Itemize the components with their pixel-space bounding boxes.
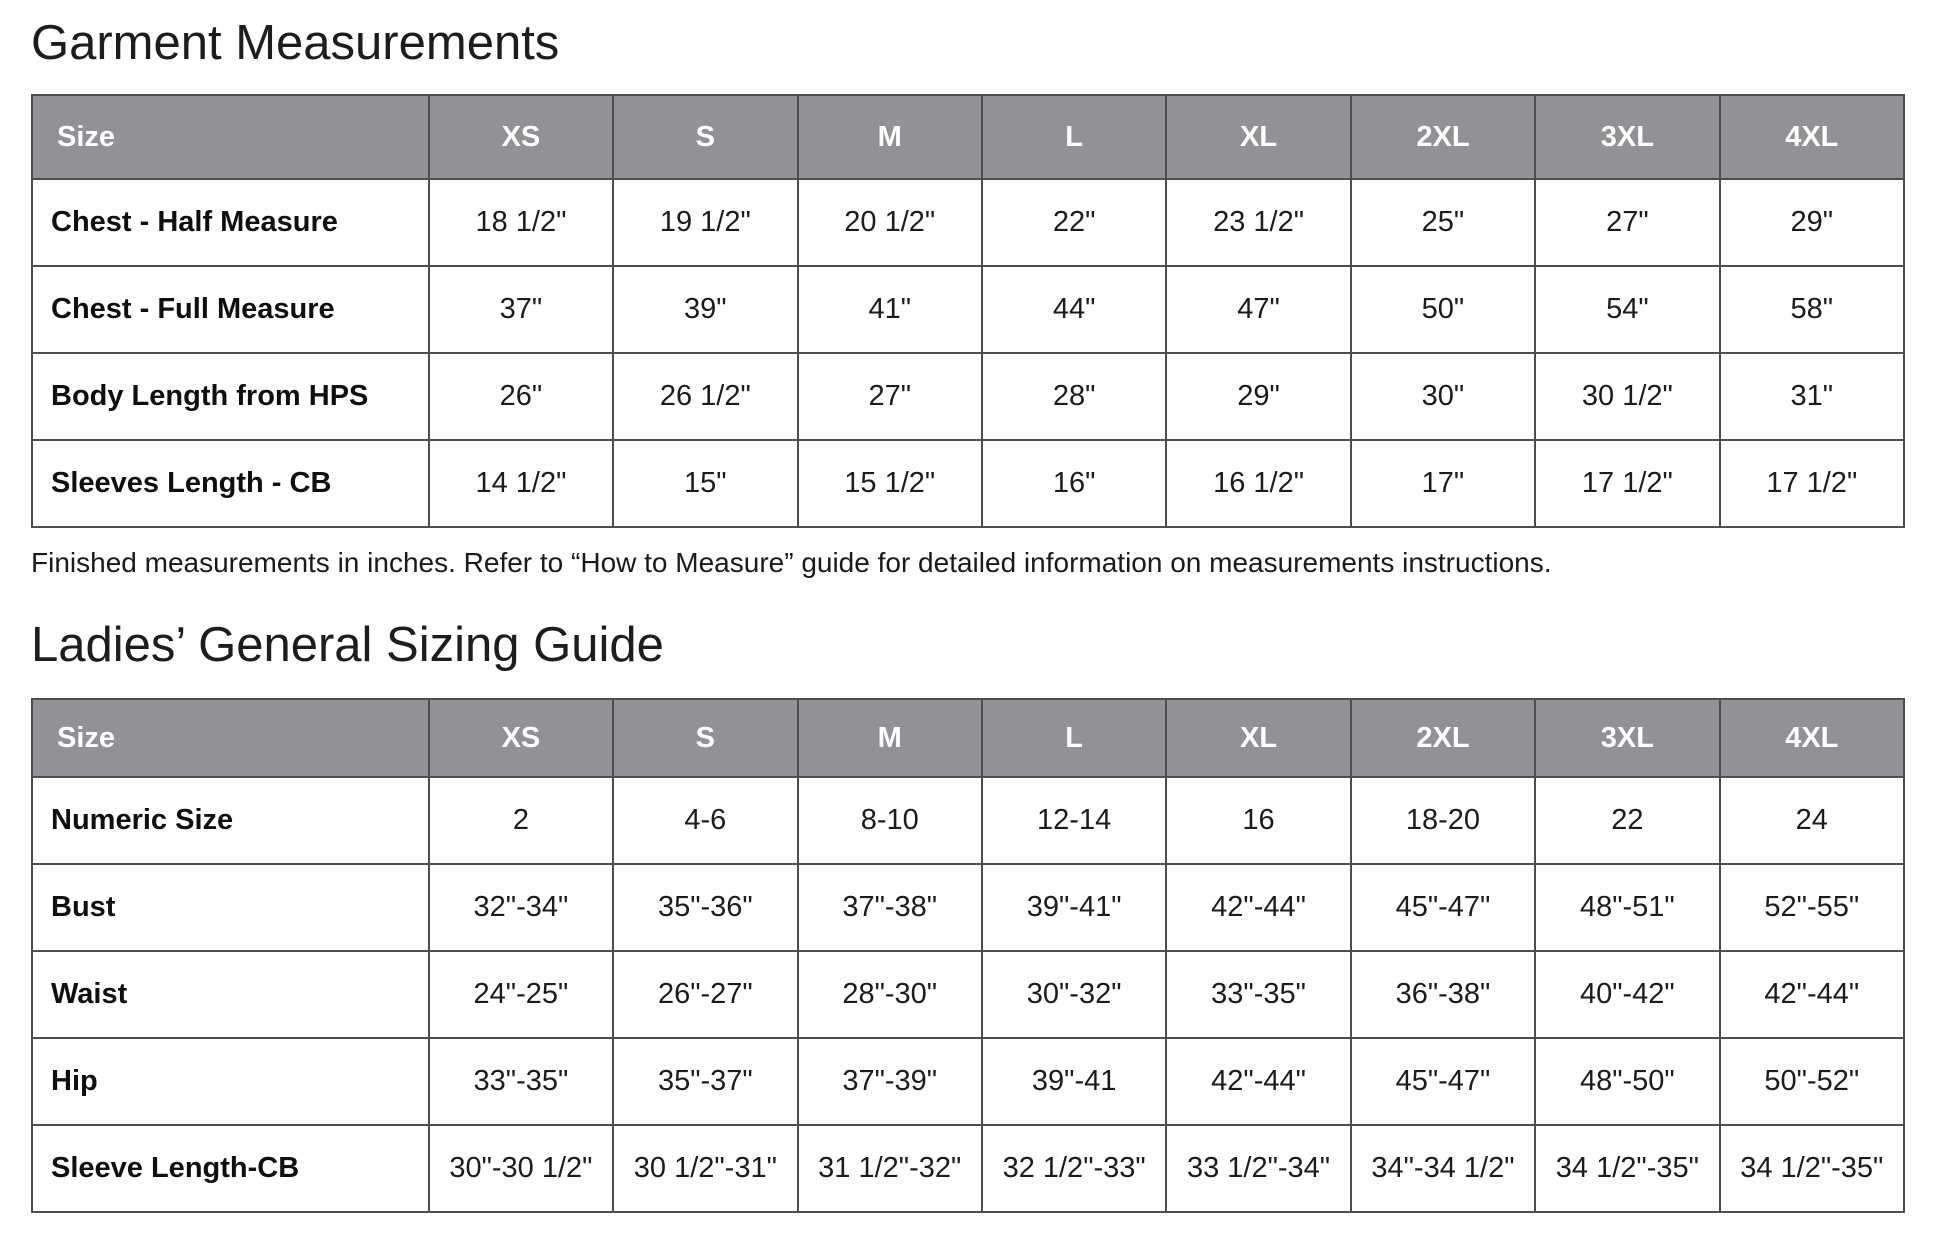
cell-value: 27" [798,353,982,440]
column-header-l: L [982,95,1166,179]
cell-value: 34"-34 1/2" [1351,1125,1535,1212]
cell-value: 29" [1720,179,1904,266]
cell-value: 39"-41" [982,864,1166,951]
column-header-xl: XL [1166,699,1350,777]
cell-value: 32 1/2"-33" [982,1125,1166,1212]
table-row [32,1038,1904,1125]
cell-value: 4-6 [613,777,797,864]
measurements-footnote: Finished measurements in inches. Refer to “How to Measure” guide for detailed information on measurements instructions. [31,547,1552,578]
cell-value: 34 1/2"-35" [1720,1125,1904,1212]
cell-value: 45"-47" [1351,1038,1535,1125]
cell-value: 26"-27" [613,951,797,1038]
table-row [32,440,1904,527]
ladies-sizing-guide-title: Ladies’ General Sizing Guide [31,618,664,672]
column-header-2xl: 2XL [1351,699,1535,777]
cell-value: 37"-39" [798,1038,982,1125]
row-label-bust: Bust [32,864,429,951]
header-row [32,699,1904,777]
cell-value: 48"-51" [1535,864,1719,951]
cell-value: 2 [429,777,613,864]
table-row [32,864,1904,951]
cell-value: 40"-42" [1535,951,1719,1038]
cell-value: 14 1/2" [429,440,613,527]
row-label-sleeves-length-cb: Sleeves Length - CB [32,440,429,527]
cell-value: 25" [1351,179,1535,266]
cell-value: 58" [1720,266,1904,353]
cell-value: 31" [1720,353,1904,440]
cell-value: 47" [1166,266,1350,353]
cell-value: 32"-34" [429,864,613,951]
column-header-4xl: 4XL [1720,95,1904,179]
cell-value: 33"-35" [429,1038,613,1125]
cell-value: 44" [982,266,1166,353]
ladies-sizing-guide-table [31,698,1905,1213]
cell-value: 39"-41 [982,1038,1166,1125]
cell-value: 18 1/2" [429,179,613,266]
cell-value: 24 [1720,777,1904,864]
cell-value: 54" [1535,266,1719,353]
cell-value: 37" [429,266,613,353]
column-header-size: Size [32,95,429,179]
cell-value: 45"-47" [1351,864,1535,951]
row-label-body-length-from-hps: Body Length from HPS [32,353,429,440]
row-label-numeric-size: Numeric Size [32,777,429,864]
cell-value: 30"-32" [982,951,1166,1038]
cell-value: 12-14 [982,777,1166,864]
cell-value: 20 1/2" [798,179,982,266]
cell-value: 30 1/2" [1535,353,1719,440]
cell-value: 16 1/2" [1166,440,1350,527]
cell-value: 30"-30 1/2" [429,1125,613,1212]
cell-value: 34 1/2"-35" [1535,1125,1719,1212]
column-header-xl: XL [1166,95,1350,179]
cell-value: 30 1/2"-31" [613,1125,797,1212]
cell-value: 30" [1351,353,1535,440]
column-header-xs: XS [429,699,613,777]
table-row [32,353,1904,440]
cell-value: 36"-38" [1351,951,1535,1038]
cell-value: 35"-36" [613,864,797,951]
cell-value: 17" [1351,440,1535,527]
table-row [32,266,1904,353]
column-header-s: S [613,95,797,179]
row-label-waist: Waist [32,951,429,1038]
cell-value: 15 1/2" [798,440,982,527]
column-header-3xl: 3XL [1535,95,1719,179]
row-label-hip: Hip [32,1038,429,1125]
cell-value: 33"-35" [1166,951,1350,1038]
cell-value: 18-20 [1351,777,1535,864]
cell-value: 22" [982,179,1166,266]
cell-value: 17 1/2" [1535,440,1719,527]
cell-value: 52"-55" [1720,864,1904,951]
cell-value: 35"-37" [613,1038,797,1125]
cell-value: 19 1/2" [613,179,797,266]
column-header-4xl: 4XL [1720,699,1904,777]
cell-value: 28"-30" [798,951,982,1038]
cell-value: 50" [1351,266,1535,353]
cell-value: 27" [1535,179,1719,266]
table-row [32,1125,1904,1212]
cell-value: 42"-44" [1720,951,1904,1038]
cell-value: 39" [613,266,797,353]
column-header-xs: XS [429,95,613,179]
cell-value: 26 1/2" [613,353,797,440]
column-header-2xl: 2XL [1351,95,1535,179]
cell-value: 22 [1535,777,1719,864]
cell-value: 28" [982,353,1166,440]
cell-value: 23 1/2" [1166,179,1350,266]
cell-value: 15" [613,440,797,527]
table-row [32,179,1904,266]
cell-value: 31 1/2"-32" [798,1125,982,1212]
row-label-chest-full-measure: Chest - Full Measure [32,266,429,353]
garment-measurements-title: Garment Measurements [31,16,560,70]
table-row [32,951,1904,1038]
cell-value: 16 [1166,777,1350,864]
cell-value: 26" [429,353,613,440]
garment-measurements-table [31,94,1905,528]
cell-value: 41" [798,266,982,353]
column-header-l: L [982,699,1166,777]
table-row [32,777,1904,864]
column-header-m: M [798,95,982,179]
cell-value: 29" [1166,353,1350,440]
cell-value: 33 1/2"-34" [1166,1125,1350,1212]
cell-value: 42"-44" [1166,864,1350,951]
row-label-chest-half-measure: Chest - Half Measure [32,179,429,266]
cell-value: 42"-44" [1166,1038,1350,1125]
column-header-size: Size [32,699,429,777]
cell-value: 48"-50" [1535,1038,1719,1125]
cell-value: 17 1/2" [1720,440,1904,527]
cell-value: 24"-25" [429,951,613,1038]
row-label-sleeve-length-cb: Sleeve Length-CB [32,1125,429,1212]
cell-value: 8-10 [798,777,982,864]
cell-value: 16" [982,440,1166,527]
column-header-m: M [798,699,982,777]
header-row [32,95,1904,179]
column-header-s: S [613,699,797,777]
column-header-3xl: 3XL [1535,699,1719,777]
cell-value: 37"-38" [798,864,982,951]
cell-value: 50"-52" [1720,1038,1904,1125]
